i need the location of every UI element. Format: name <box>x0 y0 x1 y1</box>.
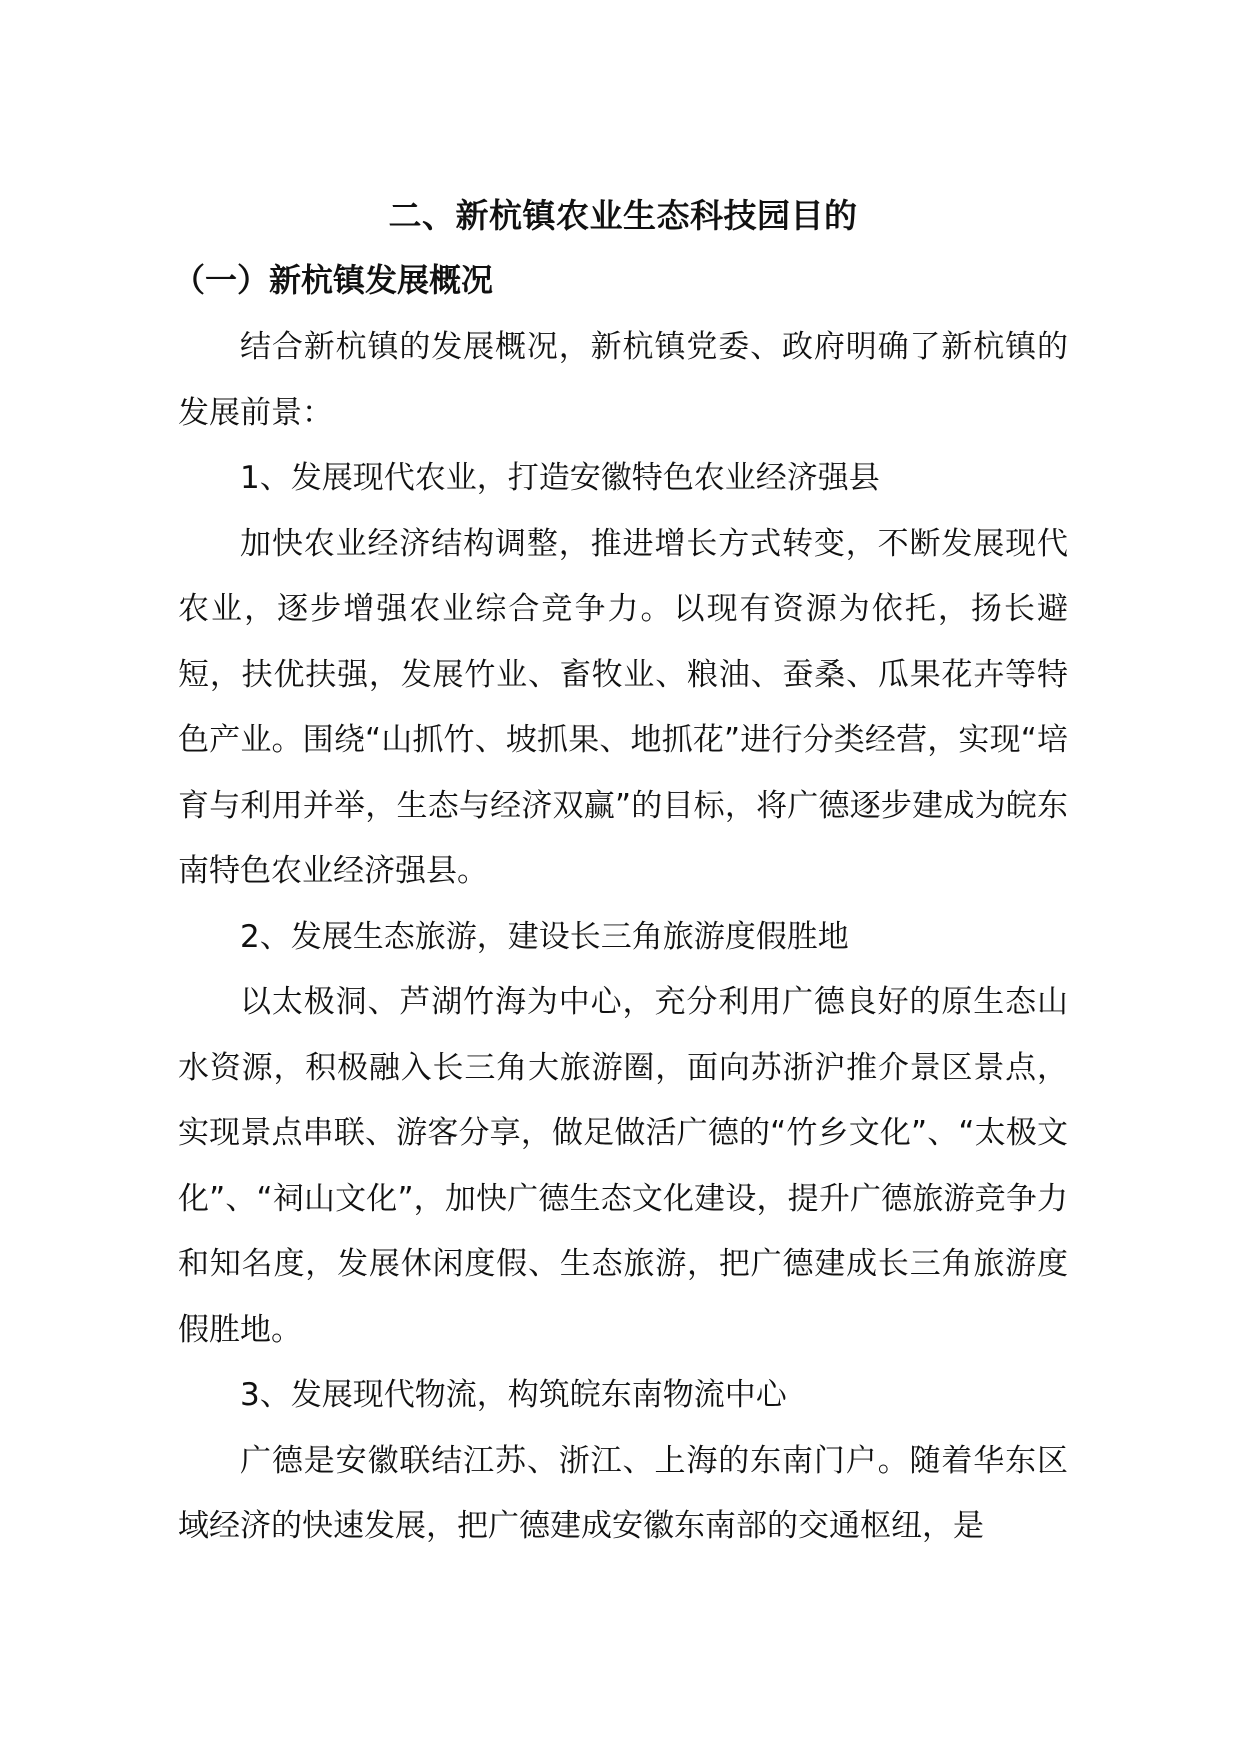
item-title-3: 3、发展现代物流，构筑皖东南物流中心 <box>240 1377 787 1413</box>
item-body-3: 广德是安徽联结江苏、浙江、上海的东南门户。随着华东区域经济的快速发展，把广德建成安徽东南部的交通枢纽，是 <box>178 1442 1068 1544</box>
intro-paragraph: 结合新杭镇的发展概况，新杭镇党委、政府明确了新杭镇的发展前景： <box>178 329 1068 431</box>
item-title-2: 2、发展生态旅游，建设长三角旅游度假胜地 <box>240 918 849 955</box>
document-content <box>173 190 1068 1560</box>
section-heading: （一）新杭镇发展概况 <box>173 261 494 299</box>
item-body-1: 加快农业经济结构调整，推进增长方式转变，不断发展现代农业，逐步增强农业综合竞争力。以现有资源为依托，扬长避短，扶优扶强，发展竹业、畜牧业、粮油、蚕桑、瓜果花卉等特色产业。围绕“山抓竹、坡抓果、地抓花”进行分类经营，实现“培育与利用并举，生态与经济双赢”的目标，将广德逐步建成为皖东南特色农业经济强县。 <box>178 525 1068 889</box>
document-title: 二、新杭镇农业生态科技园目的 <box>388 196 858 235</box>
item-title-1: 1、发展现代农业，打造安徽特色农业经济强县 <box>240 460 880 496</box>
item-body-2: 以太极洞、芦湖竹海为中心，充分利用广德良好的原生态山水资源，积极融入长三角大旅游圈，面向苏浙沪推介景区景点，实现景点串联、游客分享，做足做活广德的“竹乡文化”、“太极文化”、“祠山文化”，加快广德生态文化建设，提升广德旅游竞争力和知名度，发展休闲度假、生态旅游，把广德建成长三角旅游度假胜地。 <box>178 984 1068 1348</box>
